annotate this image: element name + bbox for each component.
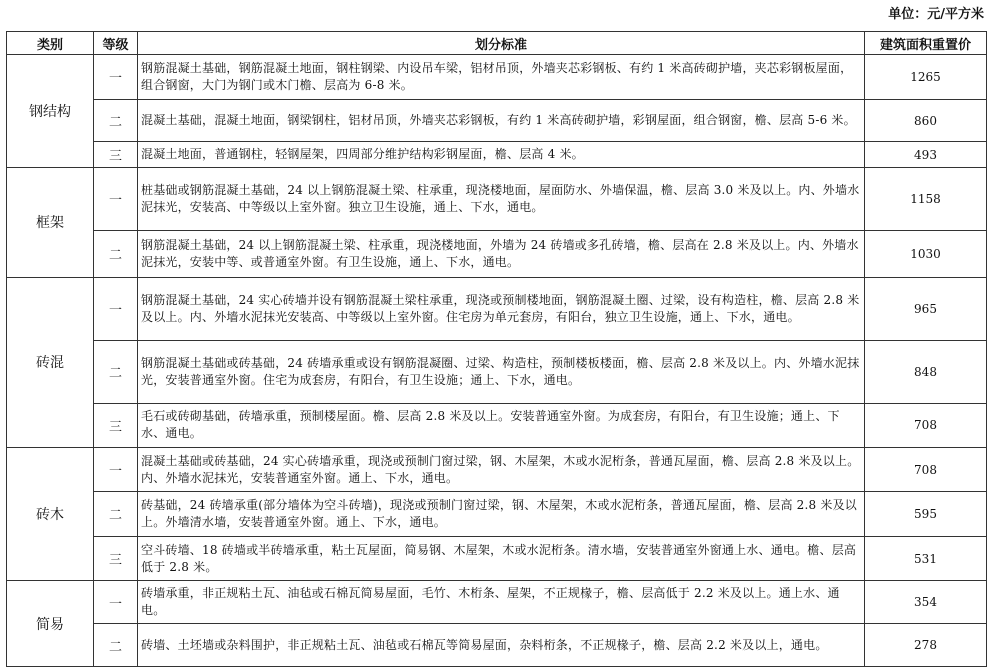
category-cell: 砖混 [7, 277, 94, 448]
price-cell: 595 [865, 492, 987, 537]
price-cell: 354 [865, 581, 987, 624]
standard-cell: 混凝土基础，混凝土地面，钢梁钢柱，铝材吊顶，外墙夹芯彩钢板，有约 1 米高砖砌护墙，彩钢屋面，组合钢窗，檐、层高 5-6 米。 [138, 99, 865, 142]
table-row [7, 403, 987, 448]
price-cell: 278 [865, 624, 987, 667]
header-price: 建筑面积重置价 [865, 32, 987, 55]
grade-cell: 二 [94, 99, 138, 142]
price-cell: 965 [865, 277, 987, 340]
standard-cell: 钢筋混凝土基础，24 以上钢筋混凝土梁、柱承重，现浇楼地面，外墙为 24 砖墙或多孔砖墙，檐、层高在 2.8 米及以上。内、外墙水泥抹光，安装中等、或普通室外窗。有卫生设施，通上、下水，通电。 [138, 230, 865, 277]
standard-cell: 混凝土地面，普通钢柱，轻钢屋架，四周部分维护结构彩钢屋面，檐、层高 4 米。 [138, 142, 865, 167]
grade-cell: 一 [94, 277, 138, 340]
header-grade: 等级 [94, 32, 138, 55]
price-cell: 1030 [865, 230, 987, 277]
price-cell: 1158 [865, 167, 987, 230]
category-cell: 砖木 [7, 448, 94, 581]
category-cell: 框架 [7, 167, 94, 277]
grade-cell: 一 [94, 167, 138, 230]
grade-cell: 二 [94, 492, 138, 537]
grade-cell: 三 [94, 536, 138, 581]
grade-cell: 三 [94, 142, 138, 167]
table-row [7, 581, 987, 624]
table-row [7, 55, 987, 100]
table-row [7, 99, 987, 142]
grade-cell: 一 [94, 448, 138, 492]
standard-cell: 砖墙、土坯墙或杂料围护，非正规粘土瓦、油毡或石棉瓦等简易屋面，杂料桁条，不正规椽子，檐、层高 2.2 米及以上，通电。 [138, 624, 865, 667]
price-cell: 493 [865, 142, 987, 167]
price-cell: 708 [865, 448, 987, 492]
table-header-row [7, 32, 987, 55]
grade-cell: 二 [94, 230, 138, 277]
table-row [7, 142, 987, 167]
table-row [7, 536, 987, 581]
table-row [7, 624, 987, 667]
grade-cell: 三 [94, 403, 138, 448]
standard-cell: 钢筋混凝土基础或砖基础，24 砖墙承重或设有钢筋混凝圈、过梁、构造柱，预制楼板楼面，檐、层高 2.8 米及以上。内、外墙水泥抹光，安装普通室外窗。住宅为成套房，有阳台，有卫生设施；通上、下水，通电。 [138, 340, 865, 403]
price-cell: 848 [865, 340, 987, 403]
unit-label: 单位：元/平方米 [888, 7, 984, 22]
grade-cell: 二 [94, 340, 138, 403]
standard-cell: 钢筋混凝土基础，钢筋混凝土地面，钢柱钢梁、内设吊车梁，铝材吊顶，外墙夹芯彩钢板、有约 1 米高砖砌护墙，夹芯彩钢板屋面，组合钢窗，大门为钢门或木门檐、层高为 6-8 米。 [138, 55, 865, 100]
category-cell: 钢结构 [7, 55, 94, 168]
standard-cell: 空斗砖墙、18 砖墙或半砖墙承重，粘土瓦屋面，简易钢、木屋架，木或水泥桁条。清水墙，安装普通室外窗通上水、通电。檐、层高低于 2.8 米。 [138, 536, 865, 581]
price-cell: 1265 [865, 55, 987, 100]
table-row [7, 448, 987, 492]
header-category: 类别 [7, 32, 94, 55]
table-row [7, 230, 987, 277]
price-cell: 708 [865, 403, 987, 448]
table-row [7, 277, 987, 340]
header-standard: 划分标准 [138, 32, 865, 55]
table-row [7, 340, 987, 403]
standard-cell: 砖基础，24 砖墙承重(部分墙体为空斗砖墙)，现浇或预制门窗过梁，钢、木屋架，木或水泥桁条，普通瓦屋面，檐、层高 2.8 米及以上。外墙清水墙，安装普通室外窗。通上、下水，通电。 [138, 492, 865, 537]
grade-cell: 一 [94, 581, 138, 624]
standard-cell: 毛石或砖砌基础，砖墙承重，预制楼屋面。檐、层高 2.8 米及以上。安装普通室外窗。为成套房，有阳台，有卫生设施；通上、下水、通电。 [138, 403, 865, 448]
category-cell: 简易 [7, 581, 94, 667]
standard-cell: 砖墙承重，非正规粘土瓦、油毡或石棉瓦简易屋面，毛竹、木桁条、屋架，不正规椽子，檐、层高低于 2.2 米及以上。通上水、通电。 [138, 581, 865, 624]
price-cell: 860 [865, 99, 987, 142]
standards-table [6, 31, 987, 667]
standard-cell: 混凝土基础或砖基础，24 实心砖墙承重，现浇或预制门窗过梁，钢、木屋架，木或水泥桁条，普通瓦屋面，檐、层高 2.8 米及以上。内、外墙水泥抹光，安装普通室外窗。通上、下水，通电。 [138, 448, 865, 492]
price-cell: 531 [865, 536, 987, 581]
standard-cell: 钢筋混凝土基础，24 实心砖墙并设有钢筋混凝土梁柱承重，现浇或预制楼地面，钢筋混凝土圈、过梁，设有构造柱，檐、层高 2.8 米及以上。内、外墙水泥抹光安装高、中等级以上室外窗。住宅房为单元套房，有阳台，独立卫生设施，通上、下水，通电。 [138, 277, 865, 340]
standard-cell: 桩基础或钢筋混凝土基础，24 以上钢筋混凝土梁、柱承重，现浇楼地面，屋面防水、外墙保温，檐、层高 3.0 米及以上。内、外墙水泥抹光，安装高、中等级以上室外窗。独立卫生设施，通上、下水，通电。 [138, 167, 865, 230]
grade-cell: 二 [94, 624, 138, 667]
grade-cell: 一 [94, 55, 138, 100]
table-row [7, 492, 987, 537]
table-row [7, 167, 987, 230]
